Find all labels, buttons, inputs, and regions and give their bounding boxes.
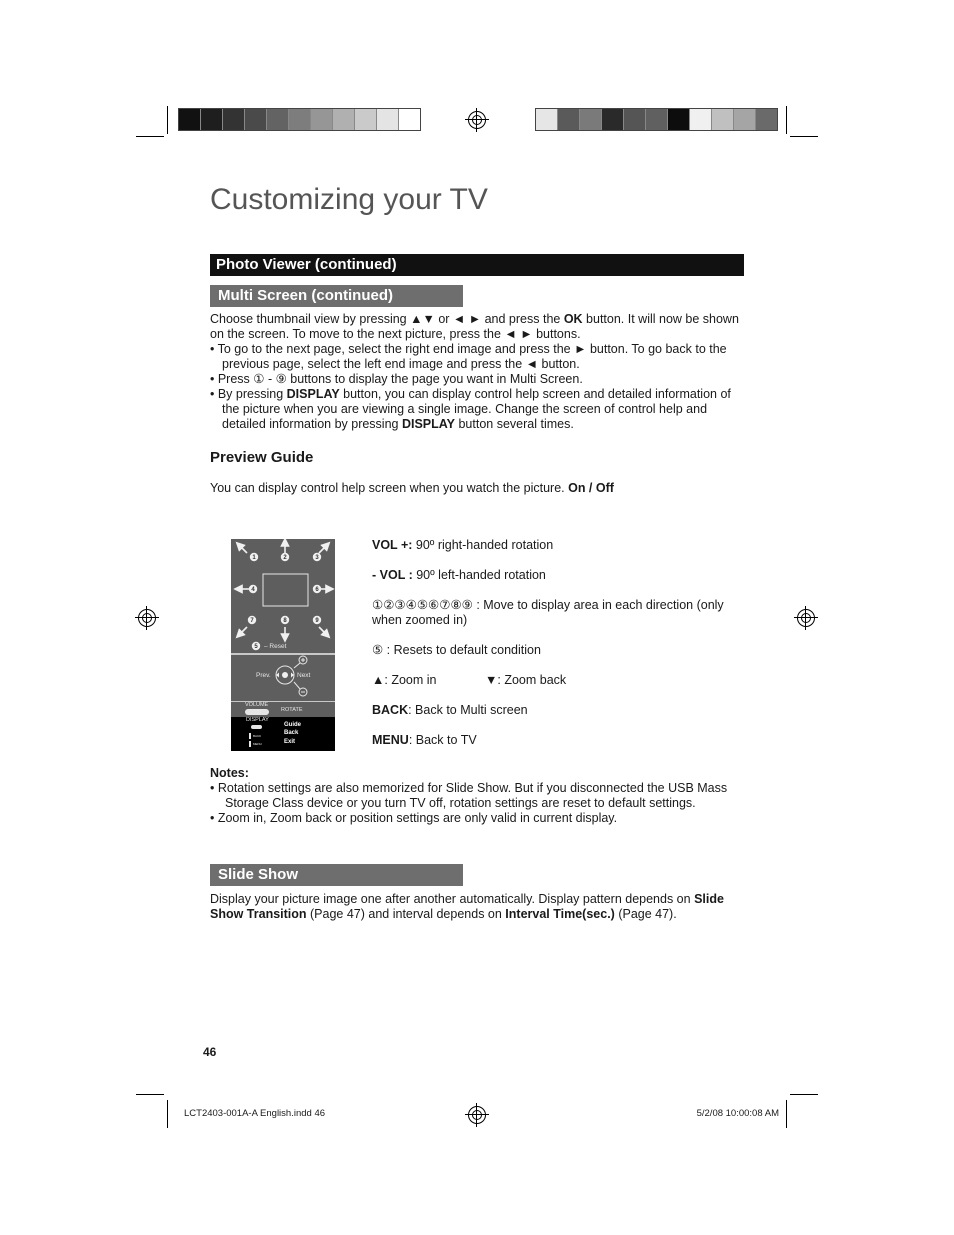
number-3: 3 — [315, 555, 319, 562]
legend-zoom-back: ▼: Zoom back — [485, 673, 567, 687]
number-5: 5 — [254, 644, 258, 651]
number-9: 9 — [315, 618, 319, 625]
color-swatch — [267, 109, 289, 130]
notes-block — [210, 766, 745, 826]
enter-dot-icon — [282, 672, 288, 678]
crop-mark — [790, 136, 818, 137]
prev-label: Prev. — [256, 672, 271, 679]
display-button-icon — [251, 725, 262, 729]
legend-back: BACK: Back to Multi screen — [372, 703, 528, 717]
number-2: 2 — [283, 555, 287, 562]
subsection-header-slide-show: Slide Show — [210, 864, 463, 886]
preview-guide-options: On / Off — [568, 481, 614, 495]
registration-mark-icon — [468, 1106, 486, 1124]
preview-guide-diagram — [231, 539, 335, 751]
color-swatch — [646, 109, 668, 130]
color-swatch — [756, 109, 777, 130]
color-swatch — [624, 109, 646, 130]
crop-mark — [136, 1094, 164, 1095]
intro-paragraph: Choose thumbnail view by pressing ▲▼ or ◄ ► and press the OK button. It will now be shown on the screen. To move to the next picture, press the ◄ ► buttons. — [210, 312, 739, 341]
section-header-photo-viewer: Photo Viewer (continued) — [210, 254, 744, 276]
color-swatch — [377, 109, 399, 130]
volume-label: VOLUME — [245, 702, 269, 708]
color-swatch — [580, 109, 602, 130]
color-swatch — [558, 109, 580, 130]
color-swatch — [289, 109, 311, 130]
number-8: 8 — [283, 618, 287, 625]
footer-filename: LCT2403-001A-A English.indd 46 — [184, 1108, 326, 1119]
crop-mark — [167, 1100, 168, 1128]
registration-mark-icon — [468, 111, 486, 129]
color-swatch — [223, 109, 245, 130]
volume-rocker-icon — [245, 709, 269, 715]
color-bar-right — [535, 108, 778, 131]
color-swatch — [201, 109, 223, 130]
color-swatch — [399, 109, 420, 130]
guide-label: Guide — [284, 722, 302, 728]
crop-mark — [786, 106, 787, 134]
rotate-label: ROTATE — [281, 707, 303, 713]
arrow-up-left-icon — [239, 545, 247, 553]
color-swatch — [734, 109, 756, 130]
number-7: 7 — [250, 618, 254, 625]
legend-menu: MENU: Back to TV — [372, 733, 477, 747]
legend-vol-plus: VOL +: 90º right-handed rotation — [372, 538, 554, 552]
crop-mark — [786, 1100, 787, 1128]
number-6: 6 — [315, 587, 319, 594]
color-swatch — [712, 109, 734, 130]
crop-mark — [790, 1094, 818, 1095]
bullet-number-buttons: • Press ① - ⑨ buttons to display the page you want in Multi Screen. — [210, 372, 583, 386]
navigation-section — [231, 653, 335, 703]
slide-show-text: Display your picture image one after another automatically. Display pattern depends on Slide Show Transition (Page 47) and interval depends on Interval Time(sec.) (Page 47). — [210, 892, 724, 921]
bullet-display-button: • By pressing DISPLAY button, you can display control help screen and detailed information of the picture when you are viewing a single image. Change the screen of control help and detailed information by pressing DISPLAY button several times. — [210, 387, 731, 431]
display-label: DISPLAY — [246, 717, 269, 723]
color-swatch — [690, 109, 712, 130]
menu-button-icon — [249, 741, 251, 747]
legend-digits: ①②③④⑤⑥⑦⑧⑨ : Move to display area in each direction (only when zoomed in) — [372, 598, 724, 627]
reset-label: – Reset — [264, 643, 287, 650]
arrow-up-right-icon — [319, 545, 327, 553]
color-swatch — [311, 109, 333, 130]
legend-reset: ⑤ : Resets to default condition — [372, 643, 541, 657]
number-4: 4 — [251, 587, 255, 594]
color-swatch — [245, 109, 267, 130]
small-menu-label: MENU — [253, 742, 262, 746]
direction-arrows — [231, 539, 335, 653]
subsection-header-multi-screen: Multi Screen (continued) — [210, 285, 463, 307]
crop-mark — [136, 136, 164, 137]
preview-guide-heading: Preview Guide — [210, 449, 314, 466]
arrow-down-right-icon — [319, 627, 327, 635]
multi-screen-instructions — [210, 312, 740, 432]
notes-heading: Notes: — [210, 766, 249, 780]
legend-vol-minus: - VOL : 90º left-handed rotation — [372, 568, 546, 582]
page-title: Customizing your TV — [210, 183, 488, 216]
color-swatch — [536, 109, 558, 130]
color-bar-left — [178, 108, 421, 131]
crop-mark — [167, 106, 168, 134]
color-swatch — [668, 109, 690, 130]
page-number: 46 — [203, 1045, 217, 1059]
color-swatch — [333, 109, 355, 130]
display-section — [231, 717, 335, 751]
exit-label: Exit — [284, 739, 296, 745]
registration-mark-icon — [138, 609, 156, 627]
arrow-down-left-icon — [239, 627, 247, 635]
registration-mark-icon — [797, 609, 815, 627]
preview-guide-text: You can display control help screen when you watch the picture. On / Off — [210, 481, 614, 495]
number-1: 1 — [252, 555, 256, 562]
bullet-next-page: • To go to the next page, select the right end image and press the ► button. To go back to the previous page, select the left end image and press the ◄ button. — [210, 342, 727, 371]
color-swatch — [602, 109, 624, 130]
note-rotation: • Rotation settings are also memorized for Slide Show. But if you disconnected the USB Mass Storage Class device or you turn TV off, rotation settings are reset to default settings. — [210, 781, 728, 810]
picture-frame — [263, 574, 308, 606]
footer-timestamp: 5/2/08 10:00:08 AM — [696, 1108, 779, 1119]
volume-rotate-section — [231, 701, 335, 718]
legend-zoom-in: ▲: Zoom in — [372, 673, 437, 687]
small-back-label: BACK — [253, 734, 262, 738]
color-swatch — [179, 109, 201, 130]
back-button-icon — [249, 733, 251, 739]
note-zoom: • Zoom in, Zoom back or position settings are only valid in current display. — [210, 811, 618, 825]
color-swatch — [355, 109, 377, 130]
zoom-nav-graphic — [231, 655, 335, 703]
next-label: Next — [297, 672, 311, 679]
back-label: Back — [284, 730, 299, 736]
